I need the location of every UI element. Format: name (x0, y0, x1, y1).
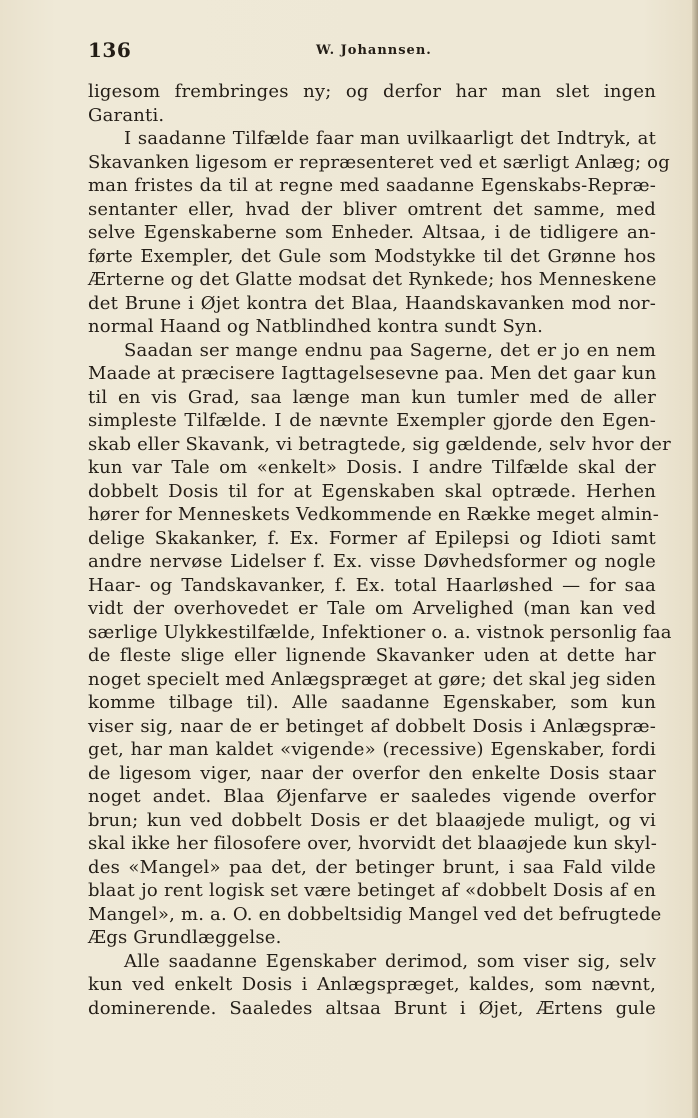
text-line: de fleste slige eller lignende Skavanker uden at dette har (88, 645, 656, 666)
text-line: Maade at præcisere Iagttagelsesevne paa. Men det gaar kun (88, 363, 657, 384)
text-line: skab eller Skavank, vi betragtede, sig gældende, selv hvor der (88, 433, 671, 455)
text-line: brun; kun ved dobbelt Dosis er det blaaøjede muligt, og vi (88, 809, 656, 831)
text-line: Skavanken ligesom er repræsenteret ved et særligt Anlæg; og (88, 151, 670, 173)
text-line: man fristes da til at regne med saadanne Egenskabs-Repræ- (88, 175, 656, 196)
text-line: skal ikke her filosofere over, hvorvidt det blaaøjede kun skyl- (88, 833, 657, 854)
text-line: sentanter eller, hvad der bliver omtrent det samme, med (88, 198, 656, 220)
text-line: de ligesom viger, naar der overfor den enkelte Dosis staar (88, 762, 656, 784)
text-line: normal Haand og Natblindhed kontra sundt Syn. (88, 316, 544, 337)
text-line: vidt der overhovedet er Tale om Arvelighed (man kan ved (88, 598, 656, 619)
text-line: kun var Tale om «enkelt» Dosis. I andre Tilfælde skal der (88, 457, 656, 478)
text-line: det Brune i Øjet kontra det Blaa, Haandskavanken mod nor- (88, 292, 656, 314)
text-line: Ærterne og det Glatte modsat det Rynkede; hos Menneskene (88, 269, 657, 290)
page-header (88, 38, 656, 68)
text-line: simpleste Tilfælde. I de nævnte Exempler gjorde den Egen- (88, 410, 656, 431)
text-line: Haar- og Tandskavanker, f. Ex. total Haarløshed — for saa (88, 574, 656, 596)
text-line: Garanti. (88, 104, 165, 126)
text-line: andre nervøse Lidelser f. Ex. visse Døvhedsformer og nogle (88, 551, 656, 572)
text-line: førte Exempler, det Gule som Modstykke til det Grønne hos (88, 245, 656, 267)
text-line: selve Egenskaberne som Enheder. Altsaa, i de tidligere an- (88, 222, 656, 243)
text-line: Ægs Grundlæggelse. (88, 927, 282, 948)
text-line: kun ved enkelt Dosis i Anlægspræget, kaldes, som nævnt, (88, 974, 656, 995)
text-line: des «Mangel» paa det, der betinger brunt, i saa Fald vilde (88, 856, 656, 878)
text-line: viser sig, naar de er betinget af dobbelt Dosis i Anlægspræ- (88, 715, 656, 737)
text-line: dobbelt Dosis til for at Egenskaben skal optræde. Herhen (88, 480, 656, 502)
text-line: Alle saadanne Egenskaber derimod, som viser sig, selv (124, 950, 656, 972)
text-line: noget andet. Blaa Øjenfarve er saaledes vigende overfor (88, 786, 656, 807)
text-line: særlige Ulykkestilfælde, Infektioner o. a. vistnok personlig faa (88, 621, 672, 643)
running-head: W. Johannsen. (316, 43, 432, 58)
page-edge (692, 0, 698, 1118)
text-line: noget specielt med Anlægspræget at gøre; det skal jeg siden (88, 668, 656, 690)
text-line: I saadanne Tilfælde faar man uvilkaarligt det Indtryk, at (124, 128, 656, 149)
text-line: blaat jo rent logisk set være betinget af «dobbelt Dosis af en (88, 880, 656, 901)
body-text (88, 80, 672, 1020)
text-line: ligesom frembringes ny; og derfor har man slet ingen (88, 81, 656, 102)
text-line: get, har man kaldet «vigende» (recessive) Egenskaber, fordi (88, 739, 656, 760)
text-line: dominerende. Saaledes altsaa Brunt i Øjet, Ærtens gule (88, 997, 656, 1019)
text-line: Mangel», m. a. O. en dobbeltsidig Mangel ved det befrugtede (88, 903, 662, 925)
page-number: 136 (88, 38, 132, 62)
text-line: til en vis Grad, saa længe man kun tumler med de aller (88, 386, 656, 408)
text-line: hører for Menneskets Vedkommende en Række meget almin- (88, 504, 659, 525)
text-line: delige Skakanker, f. Ex. Former af Epilepsi og Idioti samt (88, 527, 656, 549)
text-line: komme tilbage til). Alle saadanne Egenskaber, som kun (88, 692, 656, 713)
text-line: Saadan ser mange endnu paa Sagerne, det er jo en nem (124, 339, 656, 361)
